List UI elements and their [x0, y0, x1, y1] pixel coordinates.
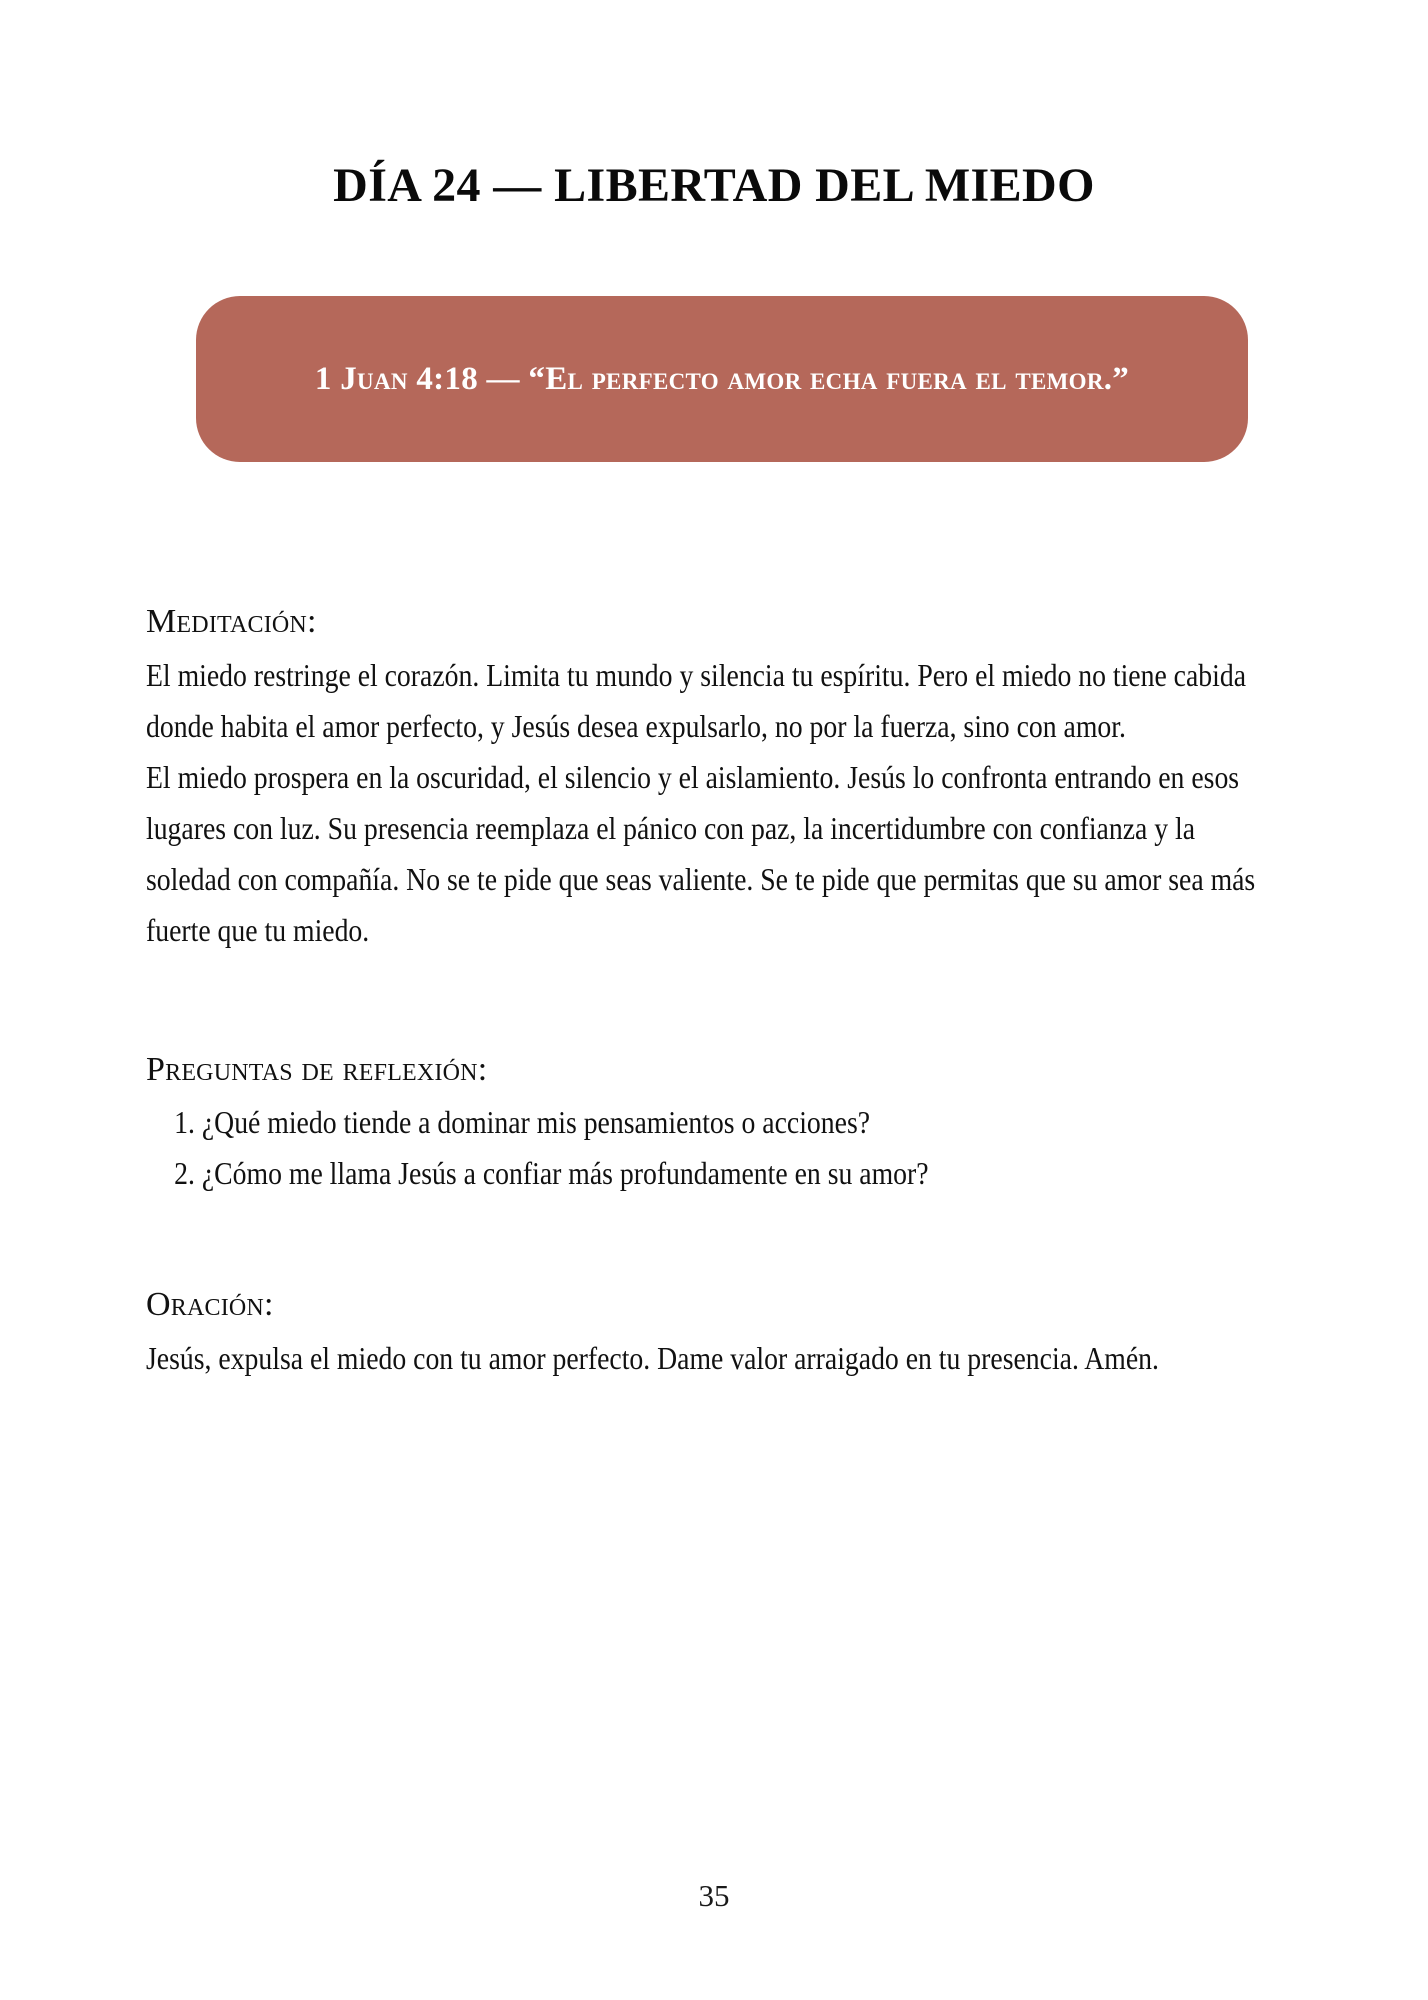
- reflection-question-1-text: ¿Qué miedo tiende a dominar mis pensamientos o acciones?: [201, 1105, 871, 1141]
- prayer-section: [146, 1283, 1286, 1384]
- meditation-section: [146, 600, 1286, 956]
- reflection-heading: Preguntas de reflexión:: [146, 1050, 488, 1088]
- page-title: DÍA 24 — LIBERTAD DEL MIEDO: [333, 159, 1095, 213]
- reflection-question-list: [146, 1097, 1286, 1199]
- reflection-question-2-text: ¿Cómo me llama Jesús a confiar más profundamente en su amor?: [201, 1156, 929, 1192]
- verse-text: 1 Juan 4:18 — “El perfecto amor echa fuera el temor.”: [314, 360, 1130, 397]
- page-number: 35: [698, 1878, 730, 1913]
- prayer-paragraph-1: Jesús, expulsa el miedo con tu amor perfecto. Dame valor arraigado en tu presencia. Amén.: [146, 1340, 1159, 1376]
- reflection-question-1-number: 1.: [174, 1105, 195, 1141]
- prayer-heading: Oración:: [146, 1286, 274, 1324]
- section-spacer: [146, 956, 1286, 1048]
- reflection-question-2: [146, 1148, 1286, 1199]
- meditation-paragraph-1: El miedo restringe el corazón. Limita tu mundo y silencia tu espíritu. Pero el miedo no tiene cabida donde habita el amor perfecto, y Jesús desea expulsarlo, no por la fuerza, sino con amor.: [146, 657, 1247, 744]
- meditation-paragraph-2: El miedo prospera en la oscuridad, el silencio y el aislamiento. Jesús lo confronta entrando en esos lugares con luz. Su presencia reemplaza el pánico con paz, la incertidumbre con confianza y la soledad con compañía. No se te pide que seas valiente. Se te pide que permitas que su amor sea más fuerte que tu miedo.: [146, 759, 1256, 948]
- reflection-question-1: [146, 1097, 1286, 1148]
- reflection-question-2-number: 2.: [174, 1156, 195, 1192]
- reflection-section: [146, 1048, 1286, 1200]
- meditation-heading: Meditación:: [146, 603, 317, 640]
- content-column: [146, 600, 1286, 1384]
- section-spacer-2: [146, 1199, 1286, 1283]
- verse-callout-box: [196, 296, 1248, 462]
